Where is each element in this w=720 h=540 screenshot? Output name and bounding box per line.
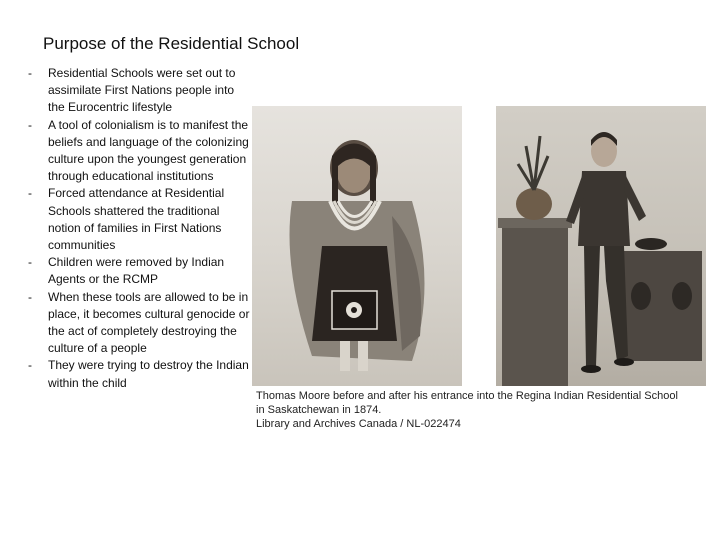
caption-line: Thomas Moore before and after his entrance into the Regina Indian Residential School xyxy=(256,390,678,402)
caption-credit: Library and Archives Canada / NL-022474 xyxy=(256,418,461,430)
bullet-item xyxy=(28,65,250,117)
bullet-text: When these tools are allowed to be in place, it becomes cultural genocide or the act of completely destroying the culture of a people xyxy=(48,289,250,356)
bullet-item xyxy=(28,185,250,254)
bullet-text: A tool of colonialism is to manifest the beliefs and language of the colonizing culture upon the youngest generation through educational institutions xyxy=(48,117,249,184)
bullet-text: Residential Schools were set out to assimilate First Nations people into the Eurocentric lifestyle xyxy=(48,66,236,115)
bullet-text: Children were removed by Indian Agents or the RCMP xyxy=(48,255,225,287)
bullet-marker: - xyxy=(28,66,32,80)
bullet-item xyxy=(28,357,250,391)
photo-before xyxy=(252,106,462,386)
bullet-item xyxy=(28,254,250,288)
caption-line: in Saskatchewan in 1874. xyxy=(256,404,382,416)
bullet-text: They were trying to destroy the Indian within the child xyxy=(48,358,249,390)
bullet-marker: - xyxy=(28,289,32,304)
bullet-text: Forced attendance at Residential Schools shattered the traditional notion of families in First Nations communities xyxy=(48,186,225,253)
bullet-marker: - xyxy=(28,117,32,132)
bullet-marker: - xyxy=(28,186,32,201)
bullet-item xyxy=(28,289,250,358)
bullet-item xyxy=(28,117,250,186)
photo-after-image xyxy=(496,106,706,386)
photo-before-image xyxy=(252,106,462,386)
bullet-marker: - xyxy=(28,255,32,270)
slide-title: Purpose of the Residential School xyxy=(43,34,300,53)
bullet-list xyxy=(28,65,250,392)
bullet-marker: - xyxy=(28,358,32,373)
photo-caption xyxy=(256,389,706,431)
photo-after xyxy=(496,106,706,386)
